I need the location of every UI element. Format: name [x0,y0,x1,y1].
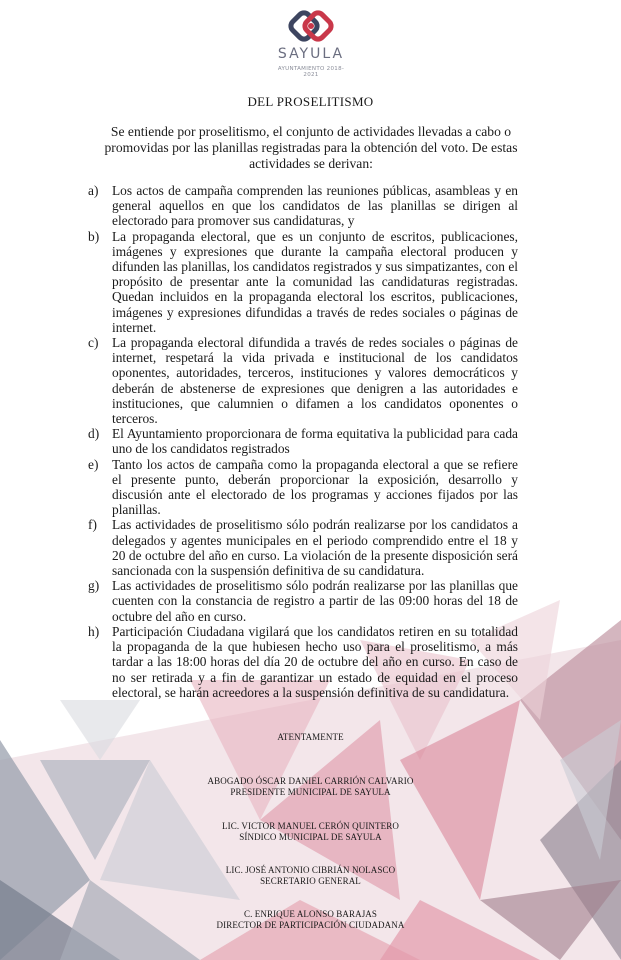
item-marker: g) [88,578,100,594]
intro-paragraph: Se entiende por proselitismo, el conjunto de actividades llevadas a cabo o promovidas por las planillas registradas para la obtención del voto. De estas actividades se derivan: [104,124,518,171]
signatory-name: LIC. JOSÉ ANTONIO CIBRIÁN NOLASCO [225,865,396,875]
item-text: La propaganda electoral, que es un conjunto de escritos, publicaciones, imágenes y expresiones que durante la campaña electoral producen y difunden las planillas, los candidatos registrados y sus simpatizantes, con el propósito de presentar ante la comunidad las candidaturas registradas. Quedan incluidos en la propaganda electoral los escritos, publicaciones, imágenes y expresiones difundidas a través de redes sociales o páginas de internet. [112,228,518,335]
item-text: Participación Ciudadana vigilará que los candidatos retiren en su totalidad la propaganda de la que hubiesen hecho uso para el proselitismo, a más tardar a las 18:00 horas del día 20 de octubre del año en curso. En caso de no ser retirada y a fin de garantizar un estado de equidad en el proceso electoral, se harán acreedores a la suspensión definitiva de su candidatura. [112,623,518,700]
sayula-logo [276,10,346,80]
item-marker: b) [88,228,100,244]
signatory-role: DIRECTOR DE PARTICIPACIÓN CIUDADANA [216,920,405,930]
item-text: La propaganda electoral difundida a través de redes sociales o páginas de internet, respetará la vida privada e institucional de los candidatos oponentes, autoridades, terceros, instituciones y valores democráticos y deberán de abstenerse de expresiones que denigren a las autoridades e instituciones, que calumnien o difamen a los candidatos oponentes o terceros. [112,335,518,427]
logo-name: SAYULA [277,46,345,62]
item-text: Las actividades de proselitismo sólo podrán realizarse por los candidatos a delegados y agentes municipales en el periodo comprendido entre el 18 y 20 de octubre del año en curso. La violación de la presente disposición será sancionada con la suspensión definitiva de su candidatura. [112,517,518,579]
list-item [88,623,518,700]
signatory-block [0,909,621,931]
item-text: Los actos de campaña comprenden las reuniones públicas, asambleas y en general aquellos en que los candidatos de las planillas se dirigen al electorado para promover sus candidaturas, y [112,183,518,229]
item-marker: a) [88,183,99,198]
logo-subtitle: AYUNTAMIENTO 2018-2021 [277,66,345,78]
signatory-block [0,776,621,798]
signatory-role: PRESIDENTE MUNICIPAL DE SAYULA [230,787,391,797]
list-item [88,426,518,457]
closing-label: ATENTAMENTE [277,732,344,742]
item-marker: f) [88,517,97,533]
item-text: Las actividades de proselitismo sólo podrán realizarse por las planillas que cuenten con la constancia de registro a partir de las 09:00 horas del 18 de octubre del año en curso. [112,578,518,624]
signatory-name: C. ENRIQUE ALONSO BARAJAS [243,909,377,919]
signatory-block [0,821,621,843]
signatory-block [0,865,621,887]
signatory-role: SÍNDICO MUNICIPAL DE SAYULA [239,832,382,842]
item-marker: h) [88,623,100,639]
signatory-role: SECRETARIO GENERAL [260,876,361,886]
item-text: El Ayuntamiento proporcionara de forma equitativa la publicidad para cada uno de los candidatos registrados [112,426,518,457]
list-item [88,335,518,427]
list-item [88,228,518,335]
list-item [88,456,518,518]
list-item [88,517,518,579]
document-title: DEL PROSELITISMO [247,94,374,109]
list-item [88,578,518,624]
item-text: Tanto los actos de campaña como la propaganda electoral a que se refiere el presente punto, deberán proporcionar la exposición, desarrollo y discusión ante el electorado de los programas y acciones fijados por las planillas. [112,456,518,518]
list-item [88,183,518,229]
item-marker: c) [88,335,99,351]
signatory-name: LIC. VICTOR MANUEL CERÓN QUINTERO [222,821,399,831]
sayula-emblem-icon [287,10,335,44]
item-marker: d) [88,426,100,442]
item-marker: e) [88,456,99,472]
signatory-name: ABOGADO ÓSCAR DANIEL CARRIÓN CALVARIO [207,776,414,786]
provisions-list [88,183,518,700]
